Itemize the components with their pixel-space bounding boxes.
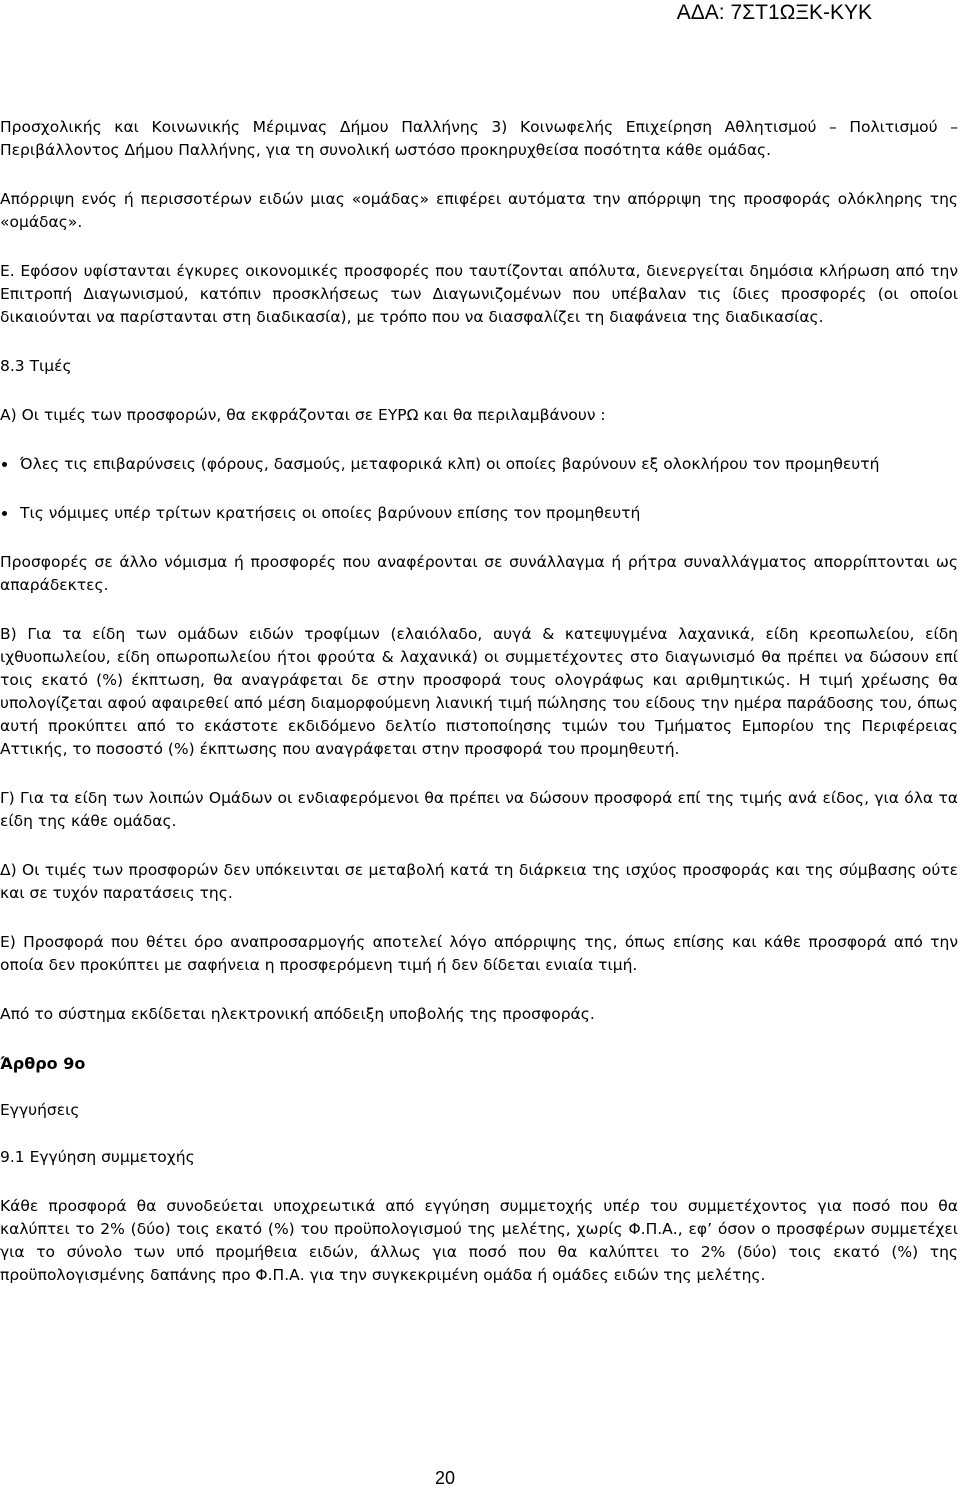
paragraph-prices-c: Γ) Για τα είδη των λοιπών Ομάδων οι ενδιαφερόμενοι θα πρέπει να δώσουν προσφορά επί της τιμής ανά είδος, για όλα τα είδη της κάθε ομάδας. bbox=[0, 789, 958, 830]
ada-code: ΑΔΑ: 7ΣΤ1ΩΞΚ-ΚΥΚ bbox=[676, 1, 872, 24]
paragraph-continuation: Προσχολικής και Κοινωνικής Μέριμνας Δήμου Παλλήνης 3) Κοινωφελής Επιχείρηση Αθλητισμού – Πολιτισμού – Περιβάλλοντος Δήμου Παλλήνης, για τη συνολική ωστόσο προκηρυχθείσα ποσότητα κάθε ομάδας. bbox=[0, 118, 958, 159]
bullet-item bbox=[0, 502, 958, 525]
bullet-text: Τις νόμιμες υπέρ τρίτων κρατήσεις οι οποίες βαρύνουν επίσης τον προμηθευτή bbox=[20, 504, 641, 522]
bullet-dot-icon bbox=[2, 462, 7, 467]
bullet-item bbox=[0, 453, 958, 476]
paragraph-prices-b: Β) Για τα είδη των ομάδων ειδών τροφίμων (ελαιόλαδο, αυγά & κατεψυγμένα λαχανικά, είδη κρεοπωλείου, είδη ιχθυοπωλείου, είδη οπωροπωλείου ήτοι φρούτα & λαχανικά) οι συμμετέχοντες στο διαγωνισμό θα πρέπει να δώσουν επί τοις εκατό (%) έκπτωση, θα αναγράφεται δε στην προσφορά τους ολογράφως και αριθμητικώς. Η τιμή χρέωσης θα υπολογίζεται αφού αφαιρεθεί από μέση διαμορφούμενη λιανική τιμή πώλησης του είδους την ημέρα παράδοσης του, όπως αυτή προκύπτει από το εκάστοτε εκδιδόμενο δελτίο πιστοποίησης τιμών του Τμήματος Εμπορίου της Περιφέρειας Αττικής, το ποσοστό (%) έκπτωσης που αναγράφεται στην προσφορά του προμηθευτή. bbox=[0, 625, 958, 758]
section-heading-9-1: 9.1 Εγγύηση συμμετοχής bbox=[0, 1148, 195, 1166]
paragraph-prices-e: Ε) Προσφορά που θέτει όρο αναπροσαρμογής αποτελεί λόγο απόρριψης της, όπως επίσης και κάθε προσφορά από την οποία δεν προκύπτει με σαφήνεια η προσφερόμενη τιμή ή δεν δίδεται ενιαία τιμή. bbox=[0, 933, 958, 974]
article-heading-9: Άρθρο 9ο bbox=[0, 1054, 86, 1073]
page-number: 20 bbox=[434, 1468, 456, 1488]
paragraph-group-rejection: Απόρριψη ενός ή περισσοτέρων ειδών μιας «ομάδας» επιφέρει αυτόματα την απόρριψη της προσφοράς ολόκληρης της «ομάδας». bbox=[0, 190, 958, 231]
document-body bbox=[0, 116, 958, 1287]
paragraph-prices-d: Δ) Οι τιμές των προσφορών δεν υπόκεινται σε μεταβολή κατά τη διάρκεια της ισχύος προσφοράς και της σύμβασης ούτε και σε τυχόν παρατάσεις της. bbox=[0, 861, 958, 902]
paragraph-equal-offers: Ε. Εφόσον υφίστανται έγκυρες οικονομικές προσφορές που ταυτίζονται απόλυτα, διενεργείται δημόσια κλήρωση από την Επιτροπή Διαγωνισμού, κατόπιν προσκλήσεως των Διαγωνιζομένων που υπέβαλαν τις ίδιες προσφορές (οι οποίοι δικαιούνται να παρίστανται στη διαδικασία), με τρόπο που να διασφαλίζει τη διαφάνεια της διαδικασίας. bbox=[0, 262, 958, 326]
paragraph-currency: Προσφορές σε άλλο νόμισμα ή προσφορές που αναφέρονται σε συνάλλαγμα ή ρήτρα συναλλάγματος απορρίπτονται ως απαράδεκτες. bbox=[0, 553, 958, 594]
bullet-dot-icon bbox=[2, 511, 7, 516]
bullet-text: Όλες τις επιβαρύνσεις (φόρους, δασμούς, μεταφορικά κλπ) οι οποίες βαρύνουν εξ ολοκλήρου τον προμηθευτή bbox=[20, 455, 880, 473]
section-heading-8-3: 8.3 Τιμές bbox=[0, 357, 72, 375]
article-subtitle: Εγγυήσεις bbox=[0, 1101, 80, 1119]
paragraph-participation-guarantee: Κάθε προσφορά θα συνοδεύεται υποχρεωτικά από εγγύηση συμμετοχής υπέρ του συμμετέχοντος για ποσό που θα καλύπτει το 2% (δύο) τοις εκατό (%) του προϋπολογισμού της μελέτης, χωρίς Φ.Π.Α., εφ’ όσον ο προσφέρων συμμετέχει για το σύνολο των υπό προμήθεια ειδών, άλλως για ποσό που θα καλύπτει το 2% (δύο) τοις εκατό (%) της προϋπολογισμένης δαπάνης προ Φ.Π.Α. για την συγκεκριμένη ομάδα ή ομάδες ειδών της μελέτης. bbox=[0, 1197, 958, 1284]
paragraph-prices-a: Α) Οι τιμές των προσφορών, θα εκφράζονται σε ΕΥΡΩ και θα περιλαμβάνουν : bbox=[0, 406, 606, 424]
paragraph-receipt: Από το σύστημα εκδίδεται ηλεκτρονική απόδειξη υποβολής της προσφοράς. bbox=[0, 1005, 595, 1023]
